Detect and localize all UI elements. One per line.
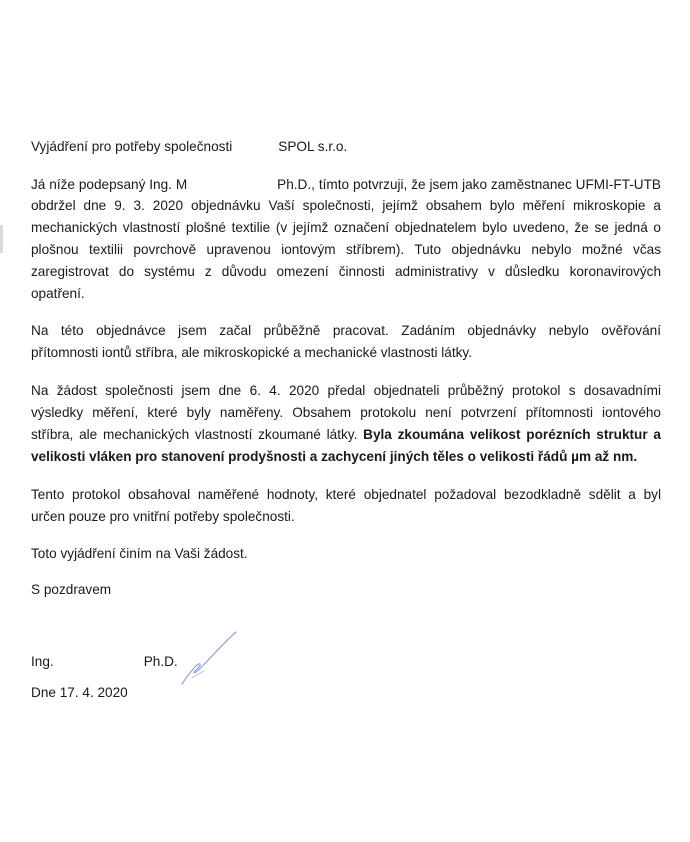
signature-name: Ing. Ph.D. xyxy=(31,654,178,669)
greeting: S pozdravem xyxy=(31,582,112,597)
p4-line-1: Tento protokol obsahoval naměřené hodnoty, které objednatel požadoval bezodkladně sdělit a byl xyxy=(31,487,661,502)
p2-line-1: Na této objednávce jsem začal průběžně pracovat. Zadáním objednávky nebylo ověřování xyxy=(31,323,661,338)
handwritten-signature xyxy=(178,628,242,688)
scan-artifact xyxy=(0,225,3,253)
p4-line-2: určen pouze pro vnitřní potřeby společnosti. xyxy=(31,509,295,524)
p1-line-3: mechanických vlastností plošné textilie (v jejímž označení objednatelem bylo uvedeno, že se jedná o xyxy=(31,220,661,235)
p3-line-2: výsledky měření, které byly naměřeny. Obsahem protokolu není potvrzení přítomnosti iontového xyxy=(31,405,661,420)
p1-line-4: plošnou textilii povrchově upravenou iontovým stříbrem). Tuto objednávku nebylo možné včas xyxy=(31,242,661,257)
p2-line-2: přítomnosti iontů stříbra, ale mikroskopické a mechanické vlastnosti látky. xyxy=(31,345,472,360)
p3-line-3: stříbra, ale mechanických vlastností zkoumané látky. Byla zkoumána velikost porézních struktur a xyxy=(31,427,661,442)
heading-prefix: Vyjádření pro potřeby společnosti xyxy=(31,139,233,154)
p1-line-1: Já níže podepsaný Ing. M Ph.D., tímto potvrzuji, že jsem jako zaměstnanec UFMI-FT-UTB xyxy=(31,177,661,192)
p1-line-6: opatření. xyxy=(31,286,85,301)
letter-date: Dne 17. 4. 2020 xyxy=(31,685,128,700)
p1-line-2: obdržel dne 9. 3. 2020 objednávku Vaší společnosti, jejímž obsahem bylo měření mikroskopie a xyxy=(31,198,661,213)
letter-heading xyxy=(31,137,661,157)
p1-line-5: zaregistrovat do systému z důvodu omezení činnosti administrativy v důsledku koronavirových xyxy=(31,264,661,279)
heading-suffix: SPOL s.r.o. xyxy=(278,139,348,154)
closing-statement: Toto vyjádření činím na Vaši žádost. xyxy=(31,546,248,561)
p3-line-4: velikosti vláken pro stanovení prodyšnosti a zachycení jiných těles o velikosti řádů µm až nm. xyxy=(31,449,638,464)
p3-line-1: Na žádost společnosti jsem dne 6. 4. 2020 předal objednateli průběžný protokol s dosavadními xyxy=(31,383,661,398)
